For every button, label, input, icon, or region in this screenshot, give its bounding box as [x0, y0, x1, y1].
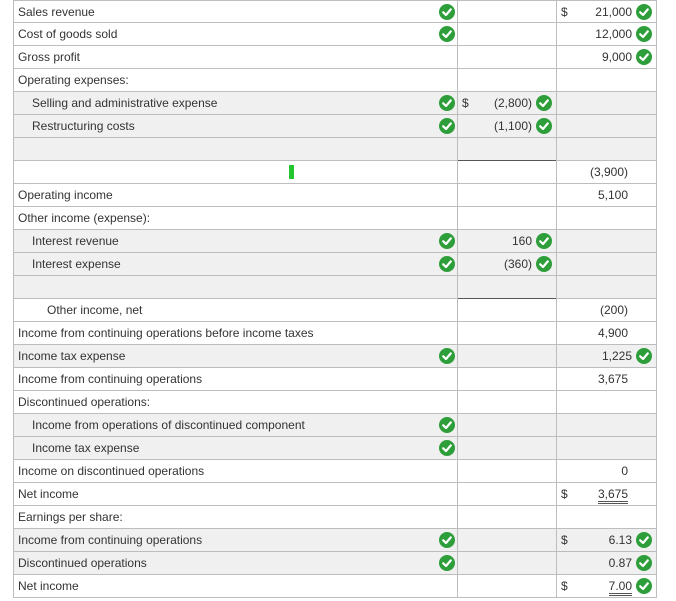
amount-value: 3,675	[597, 372, 628, 386]
table-row	[13, 276, 657, 299]
amount-cell-1[interactable]	[458, 207, 557, 229]
label-cell[interactable]	[13, 207, 458, 229]
table-row	[13, 299, 657, 322]
amount-cell-2[interactable]	[557, 345, 657, 367]
amount-cell-2[interactable]	[557, 414, 657, 436]
row-label: Discontinued operations:	[18, 395, 151, 409]
check-circle-icon	[439, 95, 455, 111]
amount-cell-2[interactable]	[557, 483, 657, 505]
amount-cell-1[interactable]	[458, 299, 557, 321]
amount-cell-1[interactable]	[458, 69, 557, 91]
amount-cell-2[interactable]	[557, 92, 657, 114]
currency-symbol: $	[561, 5, 568, 19]
amount-cell-1[interactable]	[458, 575, 557, 597]
amount-cell-2[interactable]	[557, 552, 657, 574]
check-circle-icon	[636, 578, 652, 594]
amount-cell-2[interactable]	[557, 391, 657, 413]
check-circle-icon	[536, 95, 552, 111]
label-cell[interactable]	[13, 184, 458, 206]
check-circle-icon	[536, 118, 552, 134]
amount-cell-1[interactable]	[458, 529, 557, 551]
row-label: Net income	[18, 487, 79, 501]
amount-cell-1[interactable]	[458, 552, 557, 574]
amount-cell-2[interactable]	[557, 322, 657, 344]
amount-value: 0.87	[608, 556, 632, 570]
row-label: Sales revenue	[18, 5, 95, 19]
amount-cell-1[interactable]	[458, 276, 557, 298]
amount-value: 5,100	[597, 188, 628, 202]
amount-cell-1[interactable]	[458, 46, 557, 68]
table-row	[13, 23, 657, 46]
row-label: Earnings per share:	[18, 510, 123, 524]
label-cell[interactable]	[13, 276, 458, 298]
check-circle-icon	[439, 118, 455, 134]
amount-cell-1[interactable]	[458, 368, 557, 390]
table-row	[13, 483, 657, 506]
amount-cell-2[interactable]	[557, 575, 657, 597]
amount-cell-1[interactable]	[458, 391, 557, 413]
text-cursor-marker	[289, 165, 294, 179]
amount-cell-2[interactable]	[557, 506, 657, 528]
amount-cell-2[interactable]	[557, 368, 657, 390]
amount-cell-1[interactable]	[458, 115, 557, 137]
row-label: Income from continuing operations	[18, 372, 203, 386]
check-circle-icon	[636, 555, 652, 571]
table-row	[13, 437, 657, 460]
amount-cell-1[interactable]	[458, 345, 557, 367]
label-cell[interactable]	[13, 414, 458, 436]
table-row	[13, 414, 657, 437]
currency-symbol: $	[561, 487, 568, 501]
label-cell[interactable]	[13, 437, 458, 459]
amount-cell-2[interactable]	[557, 529, 657, 551]
row-label: Gross profit	[18, 50, 81, 64]
check-circle-icon	[636, 532, 652, 548]
check-circle-icon	[536, 256, 552, 272]
row-label: Income on discontinued operations	[18, 464, 205, 478]
table-row	[13, 552, 657, 575]
check-circle-icon	[636, 49, 652, 65]
table-row	[13, 368, 657, 391]
amount-value: 7.00	[609, 579, 632, 596]
label-cell[interactable]	[13, 368, 458, 390]
label-cell[interactable]	[13, 46, 458, 68]
amount-cell-2[interactable]	[557, 115, 657, 137]
amount-cell-1[interactable]	[458, 483, 557, 505]
amount-cell-2[interactable]	[557, 460, 657, 482]
row-label: Interest revenue	[32, 234, 119, 248]
table-row	[13, 0, 657, 23]
row-label: Cost of goods sold	[18, 27, 118, 41]
label-cell[interactable]	[13, 391, 458, 413]
label-cell[interactable]	[13, 230, 458, 252]
row-label: Selling and administrative expense	[32, 96, 218, 110]
table-row	[13, 161, 657, 184]
amount-cell-1[interactable]	[458, 1, 557, 22]
amount-value: 9,000	[601, 50, 632, 64]
amount-cell-2[interactable]	[557, 299, 657, 321]
amount-cell-1[interactable]	[458, 230, 557, 252]
amount-value: (200)	[599, 303, 628, 317]
label-cell[interactable]	[13, 253, 458, 275]
label-cell[interactable]	[13, 345, 458, 367]
amount-cell-1[interactable]	[458, 184, 557, 206]
label-cell[interactable]	[13, 299, 458, 321]
table-row	[13, 529, 657, 552]
label-cell[interactable]	[13, 115, 458, 137]
row-label: Income tax expense	[32, 441, 140, 455]
amount-value: (2,800)	[493, 96, 532, 110]
label-cell[interactable]	[13, 92, 458, 114]
check-circle-icon	[439, 555, 455, 571]
check-circle-icon	[439, 440, 455, 456]
label-cell[interactable]	[13, 69, 458, 91]
table-row	[13, 207, 657, 230]
amount-cell-1[interactable]	[458, 506, 557, 528]
amount-cell-2[interactable]	[557, 184, 657, 206]
income-statement-table	[13, 0, 657, 598]
row-label: Income from continuing operations before income taxes	[18, 326, 314, 340]
amount-value: 12,000	[595, 27, 632, 41]
label-cell[interactable]	[13, 23, 458, 45]
table-row	[13, 230, 657, 253]
label-cell[interactable]	[13, 552, 458, 574]
amount-cell-1[interactable]	[458, 138, 557, 160]
check-circle-icon	[636, 26, 652, 42]
table-row	[13, 322, 657, 345]
table-row	[13, 506, 657, 529]
amount-cell-1[interactable]	[458, 322, 557, 344]
table-row	[13, 575, 657, 598]
label-cell[interactable]	[13, 1, 458, 22]
table-row	[13, 115, 657, 138]
label-cell[interactable]	[13, 138, 458, 160]
row-label: Net income	[18, 579, 79, 593]
check-circle-icon	[439, 348, 455, 364]
check-circle-icon	[439, 4, 455, 20]
label-cell[interactable]	[13, 575, 458, 597]
amount-value: 0	[621, 464, 628, 478]
amount-cell-2[interactable]	[557, 69, 657, 91]
amount-cell-1[interactable]	[458, 460, 557, 482]
amount-value: 160	[511, 234, 532, 248]
currency-symbol: $	[561, 533, 568, 547]
subtotal-rule	[458, 160, 556, 161]
check-circle-icon	[439, 233, 455, 249]
amount-value: 3,675	[598, 487, 628, 504]
row-label: Discontinued operations	[18, 556, 147, 570]
table-row	[13, 391, 657, 414]
row-label: Income from operations of discontinued component	[32, 418, 305, 432]
amount-cell-1[interactable]	[458, 23, 557, 45]
check-circle-icon	[536, 233, 552, 249]
label-cell[interactable]	[13, 322, 458, 344]
label-cell[interactable]	[13, 483, 458, 505]
check-circle-icon	[439, 26, 455, 42]
row-label: Interest expense	[32, 257, 121, 271]
row-label: Income tax expense	[18, 349, 126, 363]
amount-value: (1,100)	[493, 119, 532, 133]
check-circle-icon	[439, 256, 455, 272]
amount-cell-2[interactable]	[557, 46, 657, 68]
amount-cell-2[interactable]	[557, 161, 657, 183]
amount-cell-2[interactable]	[557, 437, 657, 459]
amount-cell-2[interactable]	[557, 253, 657, 275]
check-circle-icon	[439, 532, 455, 548]
amount-value: 6.13	[608, 533, 632, 547]
currency-symbol: $	[561, 579, 568, 593]
amount-cell-1[interactable]	[458, 253, 557, 275]
check-circle-icon	[636, 348, 652, 364]
amount-cell-1[interactable]	[458, 414, 557, 436]
table-row	[13, 46, 657, 69]
amount-cell-2[interactable]	[557, 207, 657, 229]
table-row	[13, 138, 657, 161]
amount-cell-2[interactable]	[557, 1, 657, 22]
amount-cell-1[interactable]	[458, 92, 557, 114]
amount-cell-2[interactable]	[557, 23, 657, 45]
amount-cell-1[interactable]	[458, 161, 557, 183]
amount-cell-2[interactable]	[557, 276, 657, 298]
currency-symbol: $	[462, 96, 469, 110]
table-row	[13, 92, 657, 115]
check-circle-icon	[439, 417, 455, 433]
amount-value: 4,900	[597, 326, 628, 340]
check-circle-icon	[636, 4, 652, 20]
amount-cell-1[interactable]	[458, 437, 557, 459]
table-row	[13, 69, 657, 92]
amount-value: (360)	[503, 257, 532, 271]
row-label: Restructuring costs	[32, 119, 135, 133]
amount-value: 1,225	[601, 349, 632, 363]
row-label: Other income (expense):	[18, 211, 151, 225]
row-label: Income from continuing operations	[18, 533, 203, 547]
row-label: Operating income	[18, 188, 113, 202]
amount-value: (3,900)	[589, 165, 628, 179]
label-cell[interactable]	[13, 161, 458, 183]
label-cell[interactable]	[13, 529, 458, 551]
table-row	[13, 253, 657, 276]
row-label: Other income, net	[47, 303, 143, 317]
table-row	[13, 184, 657, 207]
amount-value: 21,000	[595, 5, 632, 19]
table-row	[13, 345, 657, 368]
subtotal-rule	[458, 298, 556, 299]
label-cell[interactable]	[13, 506, 458, 528]
row-label: Operating expenses:	[18, 73, 129, 87]
table-row	[13, 460, 657, 483]
amount-cell-2[interactable]	[557, 230, 657, 252]
label-cell[interactable]	[13, 460, 458, 482]
amount-cell-2[interactable]	[557, 138, 657, 160]
